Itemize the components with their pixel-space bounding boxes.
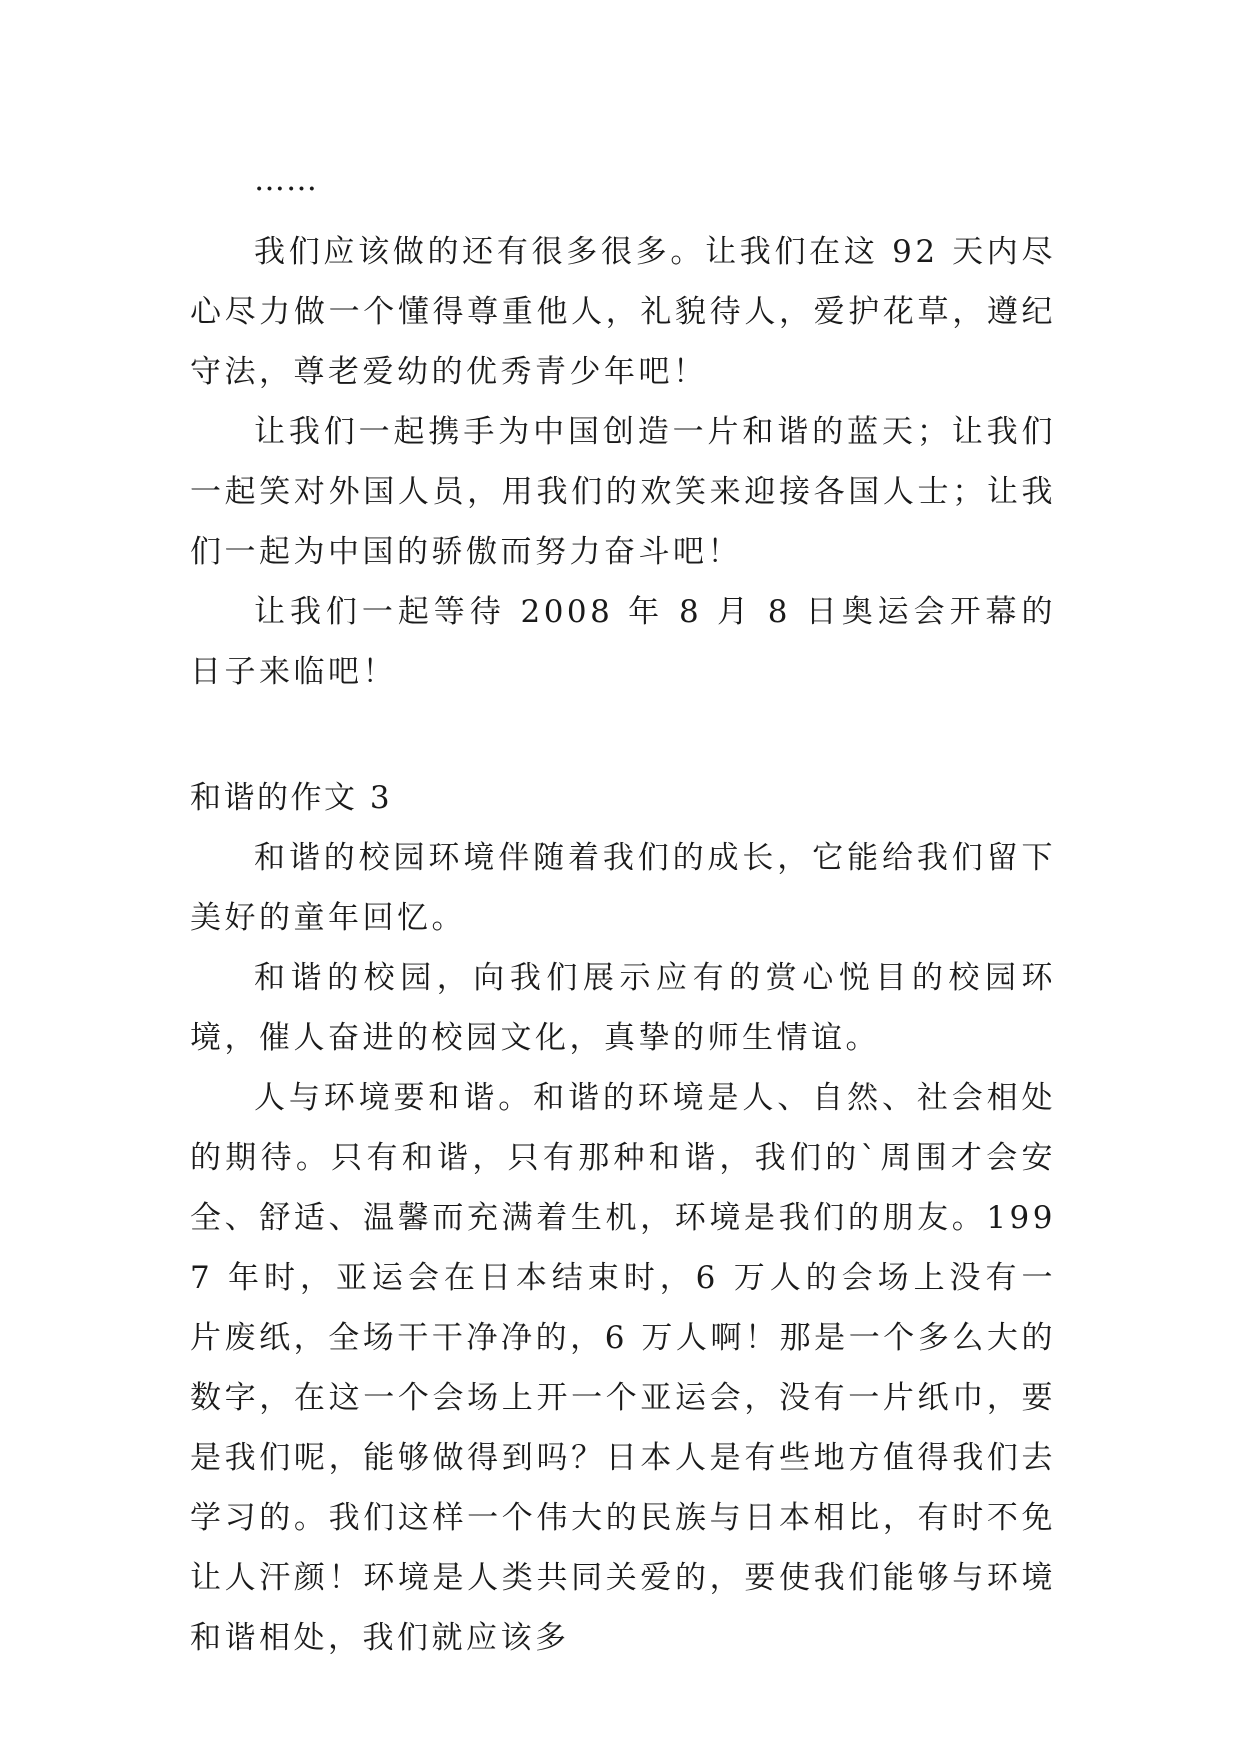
ellipsis-line: ……: [254, 162, 318, 198]
paragraph-environment: 人与环境要和谐。和谐的环境是人、自然、社会相处的期待。只有和谐，只有那种和谐，我们的`周围才会安全、舒适、温馨而充满着生机，环境是我们的朋友。1997 年时，亚运会在日本结束时，6 万人的会场上没有一片废纸，全场干干净净的，6 万人啊！那是一个多么大的数字，在这一个会场上开一个亚运会，没有一片纸巾，要是我们呢，能够做得到吗？日本人是有些地方值得我们去学习的。我们这样一个伟大的民族与日本相比，有时不免让人汗颜！环境是人类共同关爱的，要使我们能够与环境和谐相处，我们就应该多: [190, 1080, 1056, 1656]
paragraph-together: 让我们一起携手为中国创造一片和谐的蓝天；让我们一起笑对外国人员，用我们的欢笑来迎接各国人士；让我们一起为中国的骄傲而努力奋斗吧！: [190, 414, 1056, 570]
paragraph-campus-display: 和谐的校园，向我们展示应有的赏心悦目的校园环境，催人奋进的校园文化，真挚的师生情谊。: [190, 960, 1056, 1056]
paragraph-effort: 我们应该做的还有很多很多。让我们在这 92 天内尽心尽力做一个懂得尊重他人，礼貌待人，爱护花草，遵纪守法，尊老爱幼的优秀青少年吧！: [190, 234, 1056, 390]
paragraph-olympics: 让我们一起等待 2008 年 8 月 8 日奥运会开幕的日子来临吧！: [190, 594, 1056, 690]
paragraph-campus-growth: 和谐的校园环境伴随着我们的成长，它能给我们留下美好的童年回忆。: [190, 840, 1056, 936]
section-title: 和谐的作文 3: [190, 780, 393, 816]
document-body: [190, 150, 1056, 1668]
